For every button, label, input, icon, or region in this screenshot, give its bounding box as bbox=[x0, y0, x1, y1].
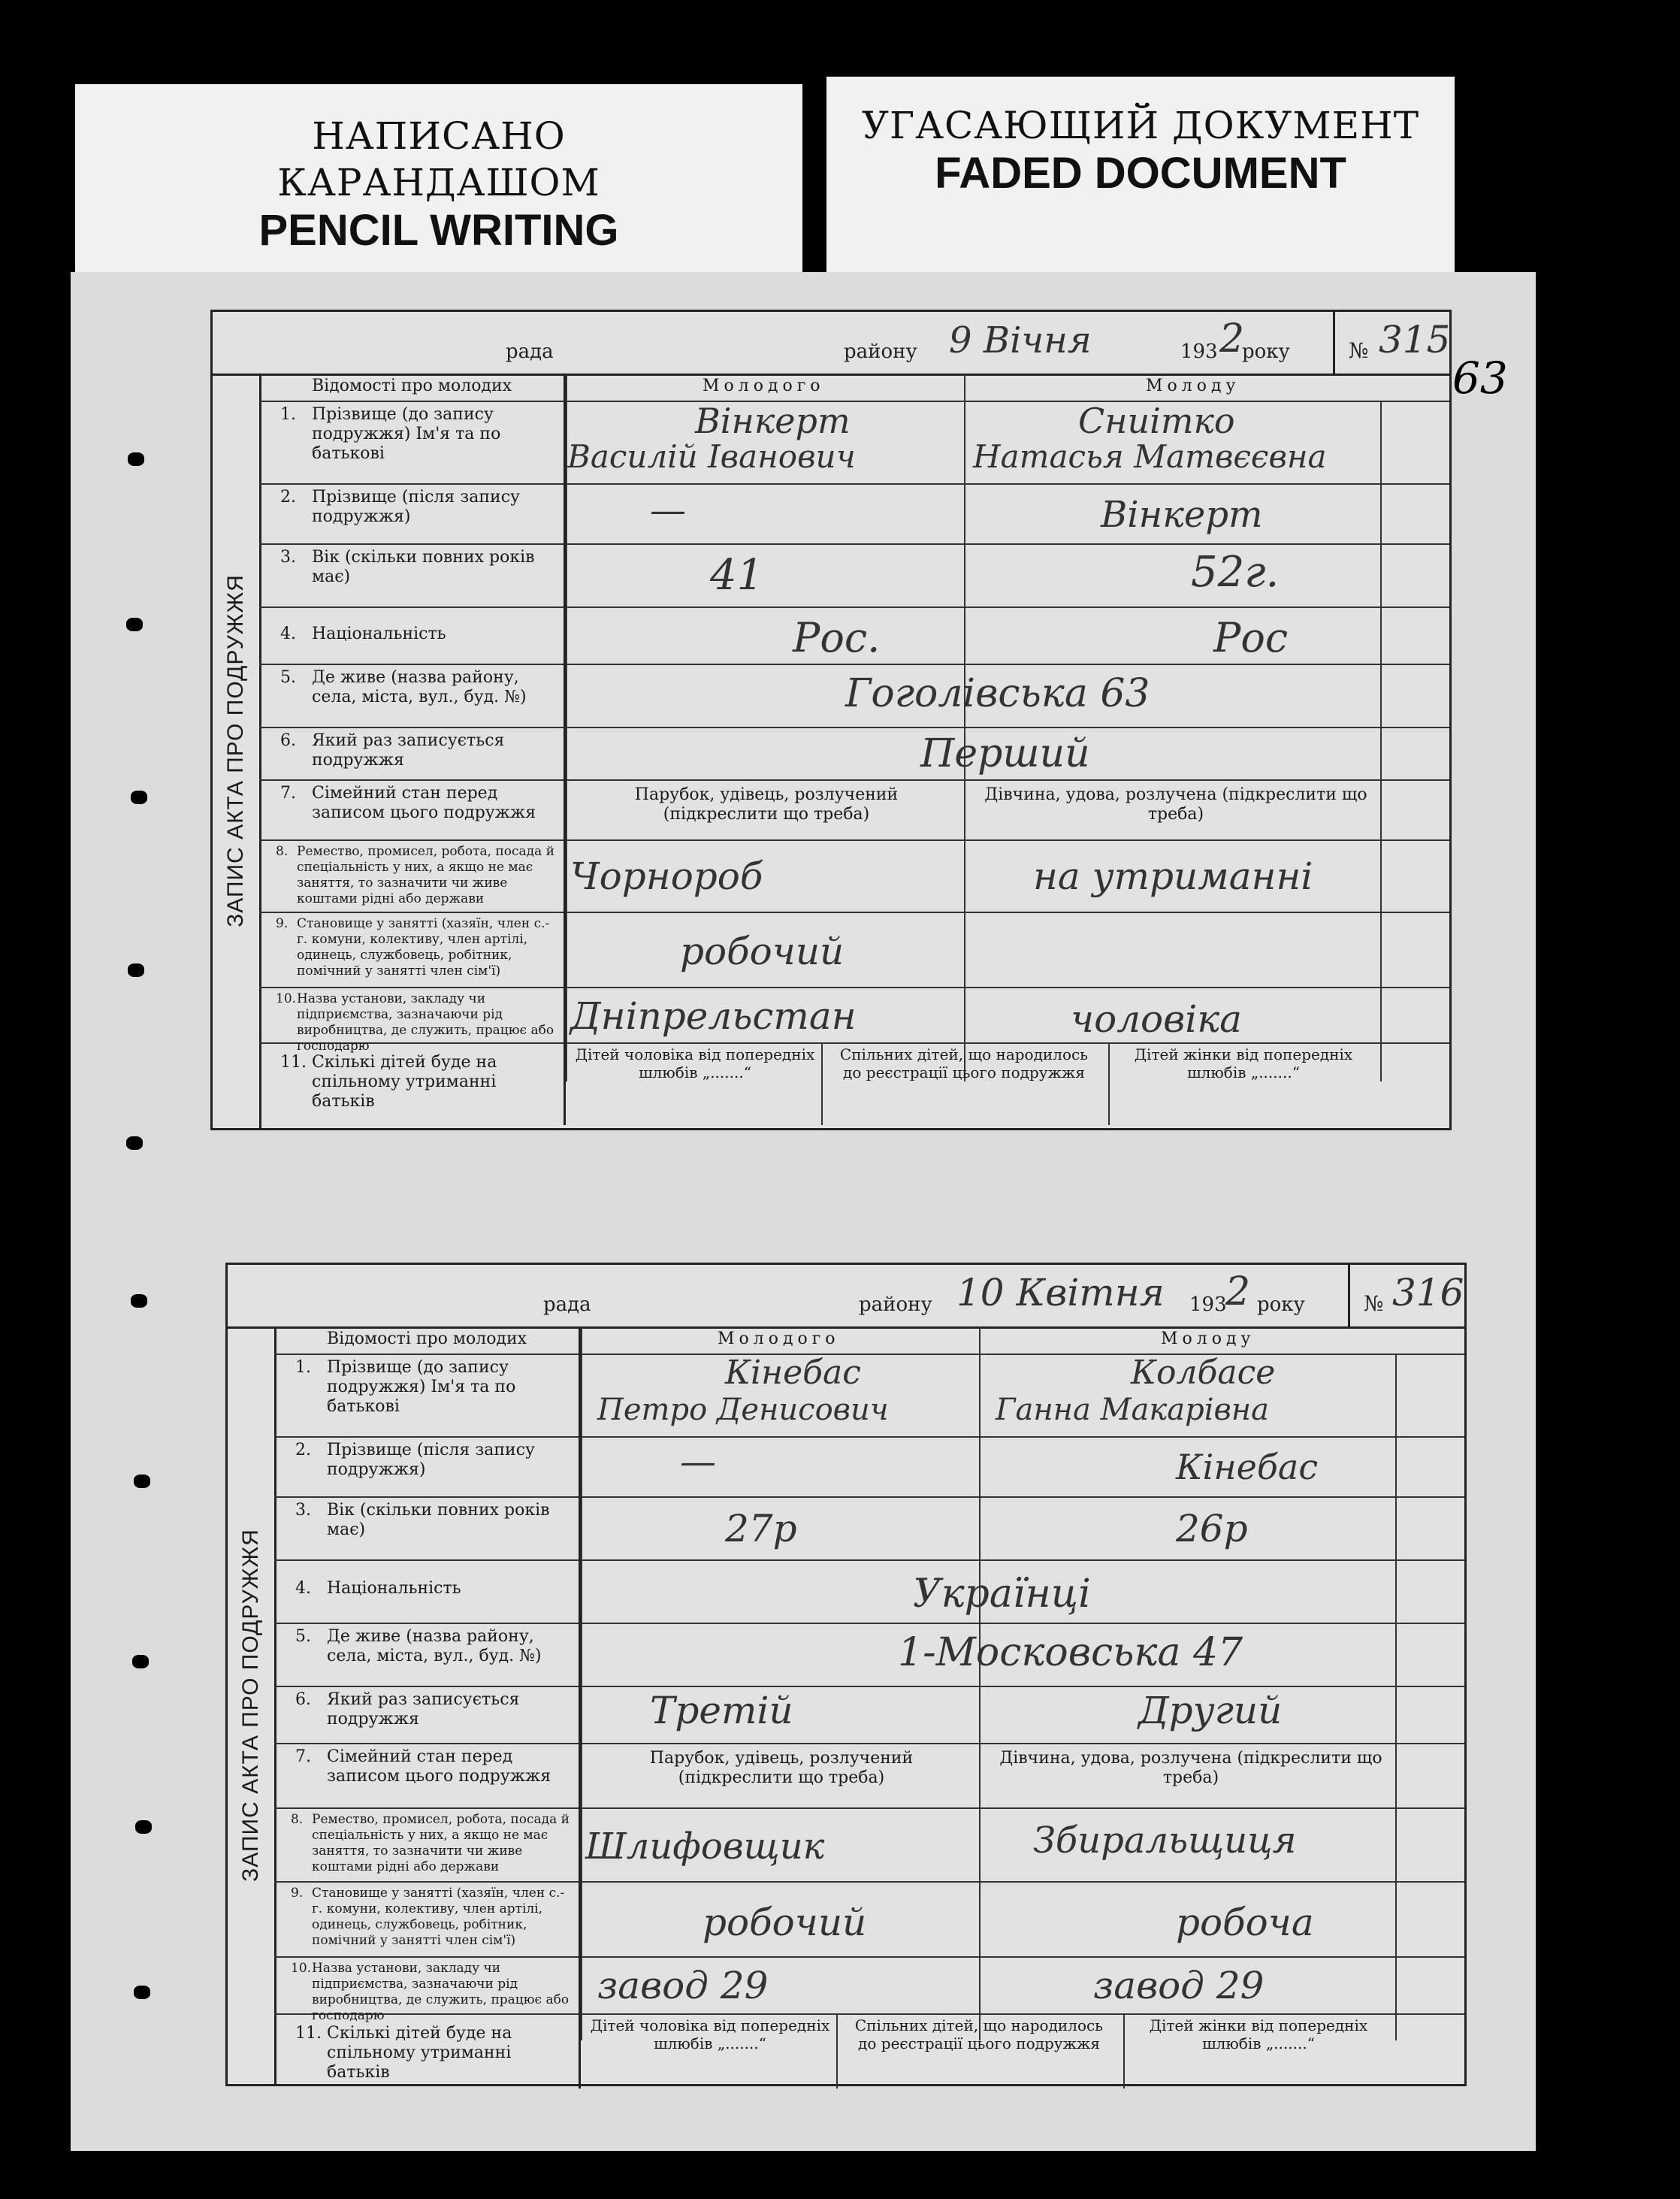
bride-age: 52г. bbox=[1191, 548, 1280, 597]
side-title bbox=[213, 374, 261, 1128]
act-header bbox=[213, 312, 1449, 376]
marriage-act-316 bbox=[225, 1263, 1467, 2086]
roku-label: року bbox=[1257, 1293, 1305, 1316]
groom-employer: Дніпрельстан bbox=[570, 994, 857, 1038]
punch-hole bbox=[131, 1294, 147, 1308]
punch-hole bbox=[134, 1475, 150, 1488]
times-registered: Перший bbox=[920, 731, 1090, 776]
act-date: 10 Квітня bbox=[956, 1271, 1165, 1314]
row-address: 5. Де живе (назва району, села, міста, вул., буд. №) Гоголівська 63 bbox=[259, 664, 1449, 728]
label-ru-line1: НАПИСАНО bbox=[312, 114, 566, 158]
row-label: Який раз записується подружжя bbox=[312, 731, 505, 770]
rada-label: рада bbox=[543, 1293, 591, 1316]
row-nationality: 4. Національність Українці bbox=[274, 1559, 1464, 1624]
bride-surname: Сниітко bbox=[1078, 401, 1235, 441]
groom-nationality: Рос. bbox=[793, 614, 881, 661]
act-number-box bbox=[1333, 312, 1449, 374]
kids-groom: Дітей чоловіка від попередніх шлюбів „.......“ bbox=[575, 1045, 815, 1081]
row-label: Прізвище (після запису подружжя) bbox=[312, 488, 520, 526]
bride-status-options: Дівчина, удова, розлучена (підкреслити що треба) bbox=[999, 1749, 1382, 1787]
document-sheet bbox=[71, 272, 1536, 2151]
kids-col-line bbox=[1123, 2013, 1125, 2089]
kids-common: Спільних дітей, що народилось до реєстрації цього подружжя bbox=[839, 1045, 1089, 1081]
row-label: Прізвище (до запису подружжя) Ім'я та по батькові bbox=[312, 405, 501, 463]
act-table bbox=[274, 1326, 1464, 2084]
rada-label: рада bbox=[506, 340, 554, 363]
nationality: Українці bbox=[913, 1571, 1091, 1617]
bride-occupation: Збиральщиця bbox=[1033, 1819, 1297, 1862]
roku-label: року bbox=[1242, 340, 1290, 363]
row-times: 6. Який раз записується подружжя Третій Другий bbox=[274, 1686, 1464, 1744]
row-label: Сімейний стан перед записом цього подружжя bbox=[327, 1747, 551, 1786]
row-label: Вік (скільки повних років має) bbox=[327, 1501, 550, 1539]
row-label: Вік (скільки повних років має) bbox=[312, 548, 535, 586]
act-number-box bbox=[1348, 1265, 1464, 1326]
side-title bbox=[228, 1326, 276, 2084]
row-surname-before: 1. Прізвище (до запису подружжя) Ім'я та по батькові Кінебас Петро Денисович Колбасе Ганна Макарівна bbox=[274, 1354, 1464, 1438]
rayonu-label: району bbox=[859, 1293, 932, 1316]
bride-age: 26р bbox=[1176, 1507, 1248, 1550]
row-times: 6. Який раз записується подружжя Перший bbox=[259, 727, 1449, 781]
col-bride-label: Молоду bbox=[1161, 1329, 1255, 1348]
table-header-row bbox=[259, 374, 1449, 402]
row-age: 3. Вік (скільки повних років має) 41 52г. bbox=[259, 543, 1449, 608]
bride-times: Другий bbox=[1138, 1689, 1283, 1732]
col-bride-label: Молоду bbox=[1146, 377, 1240, 395]
row-age: 3. Вік (скільки повних років має) 27р 26р bbox=[274, 1496, 1464, 1561]
row-position: 9. Становище у занятті (хазяїн, член с.-г. комуни, колективу, член артілі, одинець, службовець, робітник, помічний у занятті член сім'ї) робочий bbox=[259, 912, 1449, 988]
col-info-label: Відомості про молодих bbox=[274, 1326, 581, 1354]
punch-hole bbox=[131, 791, 147, 804]
row-children: 11. Скількі дітей буде на спільному утриманні батьків Дітей чоловіка від попередніх шлюбів „.......“ Спільних дітей, що народилось до реєстрації цього подружжя Дітей жінки від попередніх шлюбів „.......“ bbox=[274, 2013, 1464, 2089]
bride-surname: Колбасе bbox=[1131, 1354, 1276, 1392]
groom-employer: завод 29 bbox=[597, 1964, 769, 2007]
row-label: Становище у занятті (хазяїн, член с.-г. комуни, колективу, член артілі, одинець, службовець, робітник, помічний у занятті член сім'ї) bbox=[297, 916, 550, 979]
bride-status-options: Дівчина, удова, розлучена (підкреслити що треба) bbox=[984, 785, 1367, 824]
bride-occupation: на утриманні bbox=[1033, 854, 1313, 898]
col-groom-label: Молодого bbox=[703, 377, 825, 395]
number-sign: № bbox=[1349, 338, 1369, 363]
row-label: Скількі дітей буде на спільному утриманні батьків bbox=[327, 2024, 512, 2082]
punch-hole bbox=[134, 1986, 150, 1999]
act-number: 315 bbox=[1379, 318, 1451, 361]
year-prefix: 193 bbox=[1189, 1293, 1227, 1316]
bride-employer: чоловіка bbox=[1071, 997, 1242, 1041]
groom-times: Третій bbox=[650, 1689, 793, 1732]
punch-hole bbox=[126, 1136, 143, 1150]
col-groom-label: Молодого bbox=[718, 1329, 840, 1348]
faded-document-label bbox=[826, 77, 1455, 274]
row-label: Національність bbox=[327, 1579, 461, 1598]
bride-employer: завод 29 bbox=[1093, 1964, 1265, 2007]
kids-groom: Дітей чоловіка від попередніх шлюбів „.......“ bbox=[590, 2016, 830, 2052]
row-surname-before: 1. Прізвище (до запису подружжя) Ім'я та по батькові Вінкерт Василій Іванович Сниітко Натасья Матвєєвна bbox=[259, 401, 1449, 485]
groom-surname-after: — bbox=[650, 489, 686, 531]
punch-hole bbox=[135, 1820, 152, 1834]
side-title-text: ЗАПИС АКТА ПРО ПОДРУЖЖЯ bbox=[238, 1529, 263, 1882]
year-suffix: 2 bbox=[1219, 316, 1245, 361]
row-status: 7. Сімейний стан перед записом цього подружжя Парубок, удівець, розлучений (підкреслити що треба) Дівчина, удова, розлучена (підкреслити що треба) bbox=[274, 1743, 1464, 1809]
row-label: Де живе (назва району, села, міста, вул., буд. №) bbox=[327, 1627, 542, 1665]
row-surname-after: 2. Прізвище (після запису подружжя) — Вінкерт bbox=[259, 483, 1449, 545]
label-ru: УГАСАЮЩИЙ ДОКУМЕНТ bbox=[861, 104, 1420, 147]
rayonu-label: району bbox=[844, 340, 917, 363]
groom-surname-after: — bbox=[680, 1441, 716, 1483]
groom-name: Петро Денисович bbox=[597, 1393, 889, 1427]
number-sign: № bbox=[1364, 1291, 1384, 1316]
row-label: Назва установи, закладу чи підприємства, зазначаючи рід виробництва, де служить, працює або господарю bbox=[297, 991, 554, 1054]
groom-age: 41 bbox=[710, 551, 764, 600]
address: 1-Московська 47 bbox=[898, 1630, 1243, 1675]
punch-hole bbox=[128, 963, 144, 977]
row-address: 5. Де живе (назва району, села, міста, вул., буд. №) 1-Московська 47 bbox=[274, 1623, 1464, 1687]
row-employer: 10. Назва установи, закладу чи підприємства, зазначаючи рід виробництва, де служить, працює або господарю Дніпрельстан чоловіка bbox=[259, 987, 1449, 1044]
kids-col-line bbox=[821, 1042, 823, 1125]
pencil-writing-label bbox=[75, 84, 802, 274]
groom-position: робочий bbox=[703, 1901, 867, 1944]
marriage-act-315 bbox=[210, 310, 1508, 1130]
bride-position: робоча bbox=[1176, 1901, 1314, 1944]
act-date: 9 Вічня bbox=[949, 319, 1092, 361]
row-label: Ремество, промисел, робота, посада й спеціальність у них, а якщо не має заняття, то зазначити чи живе коштами рідні або держави bbox=[297, 844, 555, 906]
year-prefix: 193 bbox=[1180, 340, 1218, 363]
col-info-label: Відомості про молодих bbox=[259, 374, 566, 401]
groom-surname: Кінебас bbox=[725, 1354, 861, 1392]
label-en: PENCIL WRITING bbox=[258, 206, 619, 255]
year-suffix: 2 bbox=[1225, 1269, 1251, 1314]
kids-col-line bbox=[1108, 1042, 1110, 1125]
row-surname-after: 2. Прізвище (після запису подружжя) — Кінебас bbox=[274, 1436, 1464, 1498]
row-children: 11. Скількі дітей буде на спільному утриманні батьків Дітей чоловіка від попередніх шлюбів „.......“ Спільних дітей, що народилось до реєстрації цього подружжя Дітей жінки від попередніх шлюбів „.......“ bbox=[259, 1042, 1449, 1125]
row-label: Становище у занятті (хазяїн, член с.-г. комуни, колективу, член артілі, одинець, службовець, робітник, помічний у занятті член сім'ї) bbox=[312, 1886, 565, 1948]
label-ru-line2: КАРАНДАШОМ bbox=[277, 161, 600, 204]
groom-status-options: Парубок, удівець, розлучений (підкреслити що треба) bbox=[649, 1749, 914, 1787]
kids-common: Спільних дітей, що народилось до реєстрації цього подружжя bbox=[854, 2016, 1104, 2052]
punch-hole bbox=[132, 1655, 149, 1668]
row-label: Який раз записується подружжя bbox=[327, 1690, 520, 1729]
groom-age: 27р bbox=[725, 1507, 797, 1550]
row-label: Національність bbox=[312, 625, 446, 643]
row-label: Сімейний стан перед записом цього подружжя bbox=[312, 784, 536, 822]
row-employer: 10. Назва установи, закладу чи підприємства, зазначаючи рід виробництва, де служить, працює або господарю завод 29 завод 29 bbox=[274, 1956, 1464, 2015]
bride-name: Ганна Макарівна bbox=[996, 1393, 1270, 1427]
row-nationality: 4. Національність Рос. Рос bbox=[259, 606, 1449, 665]
kids-col-line bbox=[836, 2013, 838, 2089]
margin-note: 63 bbox=[1452, 352, 1508, 404]
act-number: 316 bbox=[1392, 1271, 1464, 1314]
groom-name: Василій Іванович bbox=[567, 438, 856, 475]
row-label: Прізвище (до запису подружжя) Ім'я та по батькові bbox=[327, 1358, 516, 1416]
side-title-text: ЗАПИС АКТА ПРО ПОДРУЖЖЯ bbox=[223, 574, 248, 927]
bride-nationality: Рос bbox=[1213, 614, 1289, 661]
row-occupation: 8. Ремество, промисел, робота, посада й спеціальність у них, а якщо не має заняття, то зазначити чи живе коштами рідні або держави Шлифовщик Збиральщиця bbox=[274, 1807, 1464, 1883]
row-status: 7. Сімейний стан перед записом цього подружжя Парубок, удівець, розлучений (підкреслити що треба) Дівчина, удова, розлучена (підкреслити що треба) bbox=[259, 779, 1449, 841]
row-position: 9. Становище у занятті (хазяїн, член с.-г. комуни, колективу, член артілі, одинець, службовець, робітник, помічний у занятті член сім'ї) робочий робоча bbox=[274, 1881, 1464, 1958]
act-header bbox=[228, 1265, 1464, 1329]
row-label: Назва установи, закладу чи підприємства, зазначаючи рід виробництва, де служить, працює або господарю bbox=[312, 1961, 570, 2023]
row-label: Ремество, промисел, робота, посада й спеціальність у них, а якщо не має заняття, то зазначити чи живе коштами рідні або держави bbox=[312, 1812, 570, 1874]
bride-name: Натасья Матвєєвна bbox=[973, 438, 1327, 475]
groom-occupation: Шлифовщик bbox=[585, 1825, 825, 1868]
row-occupation: 8. Ремество, промисел, робота, посада й спеціальність у них, а якщо не має заняття, то зазначити чи живе коштами рідні або держави Чорнороб на утриманні bbox=[259, 839, 1449, 913]
row-label: Де живе (назва району, села, міста, вул., буд. №) bbox=[312, 668, 527, 706]
label-en: FADED DOCUMENT bbox=[935, 149, 1346, 198]
bride-surname-after: Вінкерт bbox=[1101, 494, 1263, 536]
kids-bride: Дітей жінки від попередніх шлюбів „.......“ bbox=[1134, 1045, 1353, 1081]
groom-occupation: Чорнороб bbox=[570, 854, 763, 898]
row-label: Скількі дітей буде на спільному утриманні батьків bbox=[312, 1053, 497, 1111]
row-label: Прізвище (після запису подружжя) bbox=[327, 1441, 535, 1479]
address: Гоголівська 63 bbox=[845, 671, 1150, 716]
punch-hole bbox=[128, 452, 144, 466]
groom-surname: Вінкерт bbox=[695, 401, 851, 441]
kids-bride: Дітей жінки від попередніх шлюбів „.......“ bbox=[1149, 2016, 1368, 2052]
act-table bbox=[259, 374, 1449, 1128]
table-header-row bbox=[274, 1326, 1464, 1355]
groom-status-options: Парубок, удівець, розлучений (підкреслити що треба) bbox=[634, 785, 899, 824]
bride-surname-after: Кінебас bbox=[1176, 1447, 1319, 1487]
punch-hole bbox=[126, 618, 143, 631]
groom-position: робочий bbox=[680, 930, 845, 973]
